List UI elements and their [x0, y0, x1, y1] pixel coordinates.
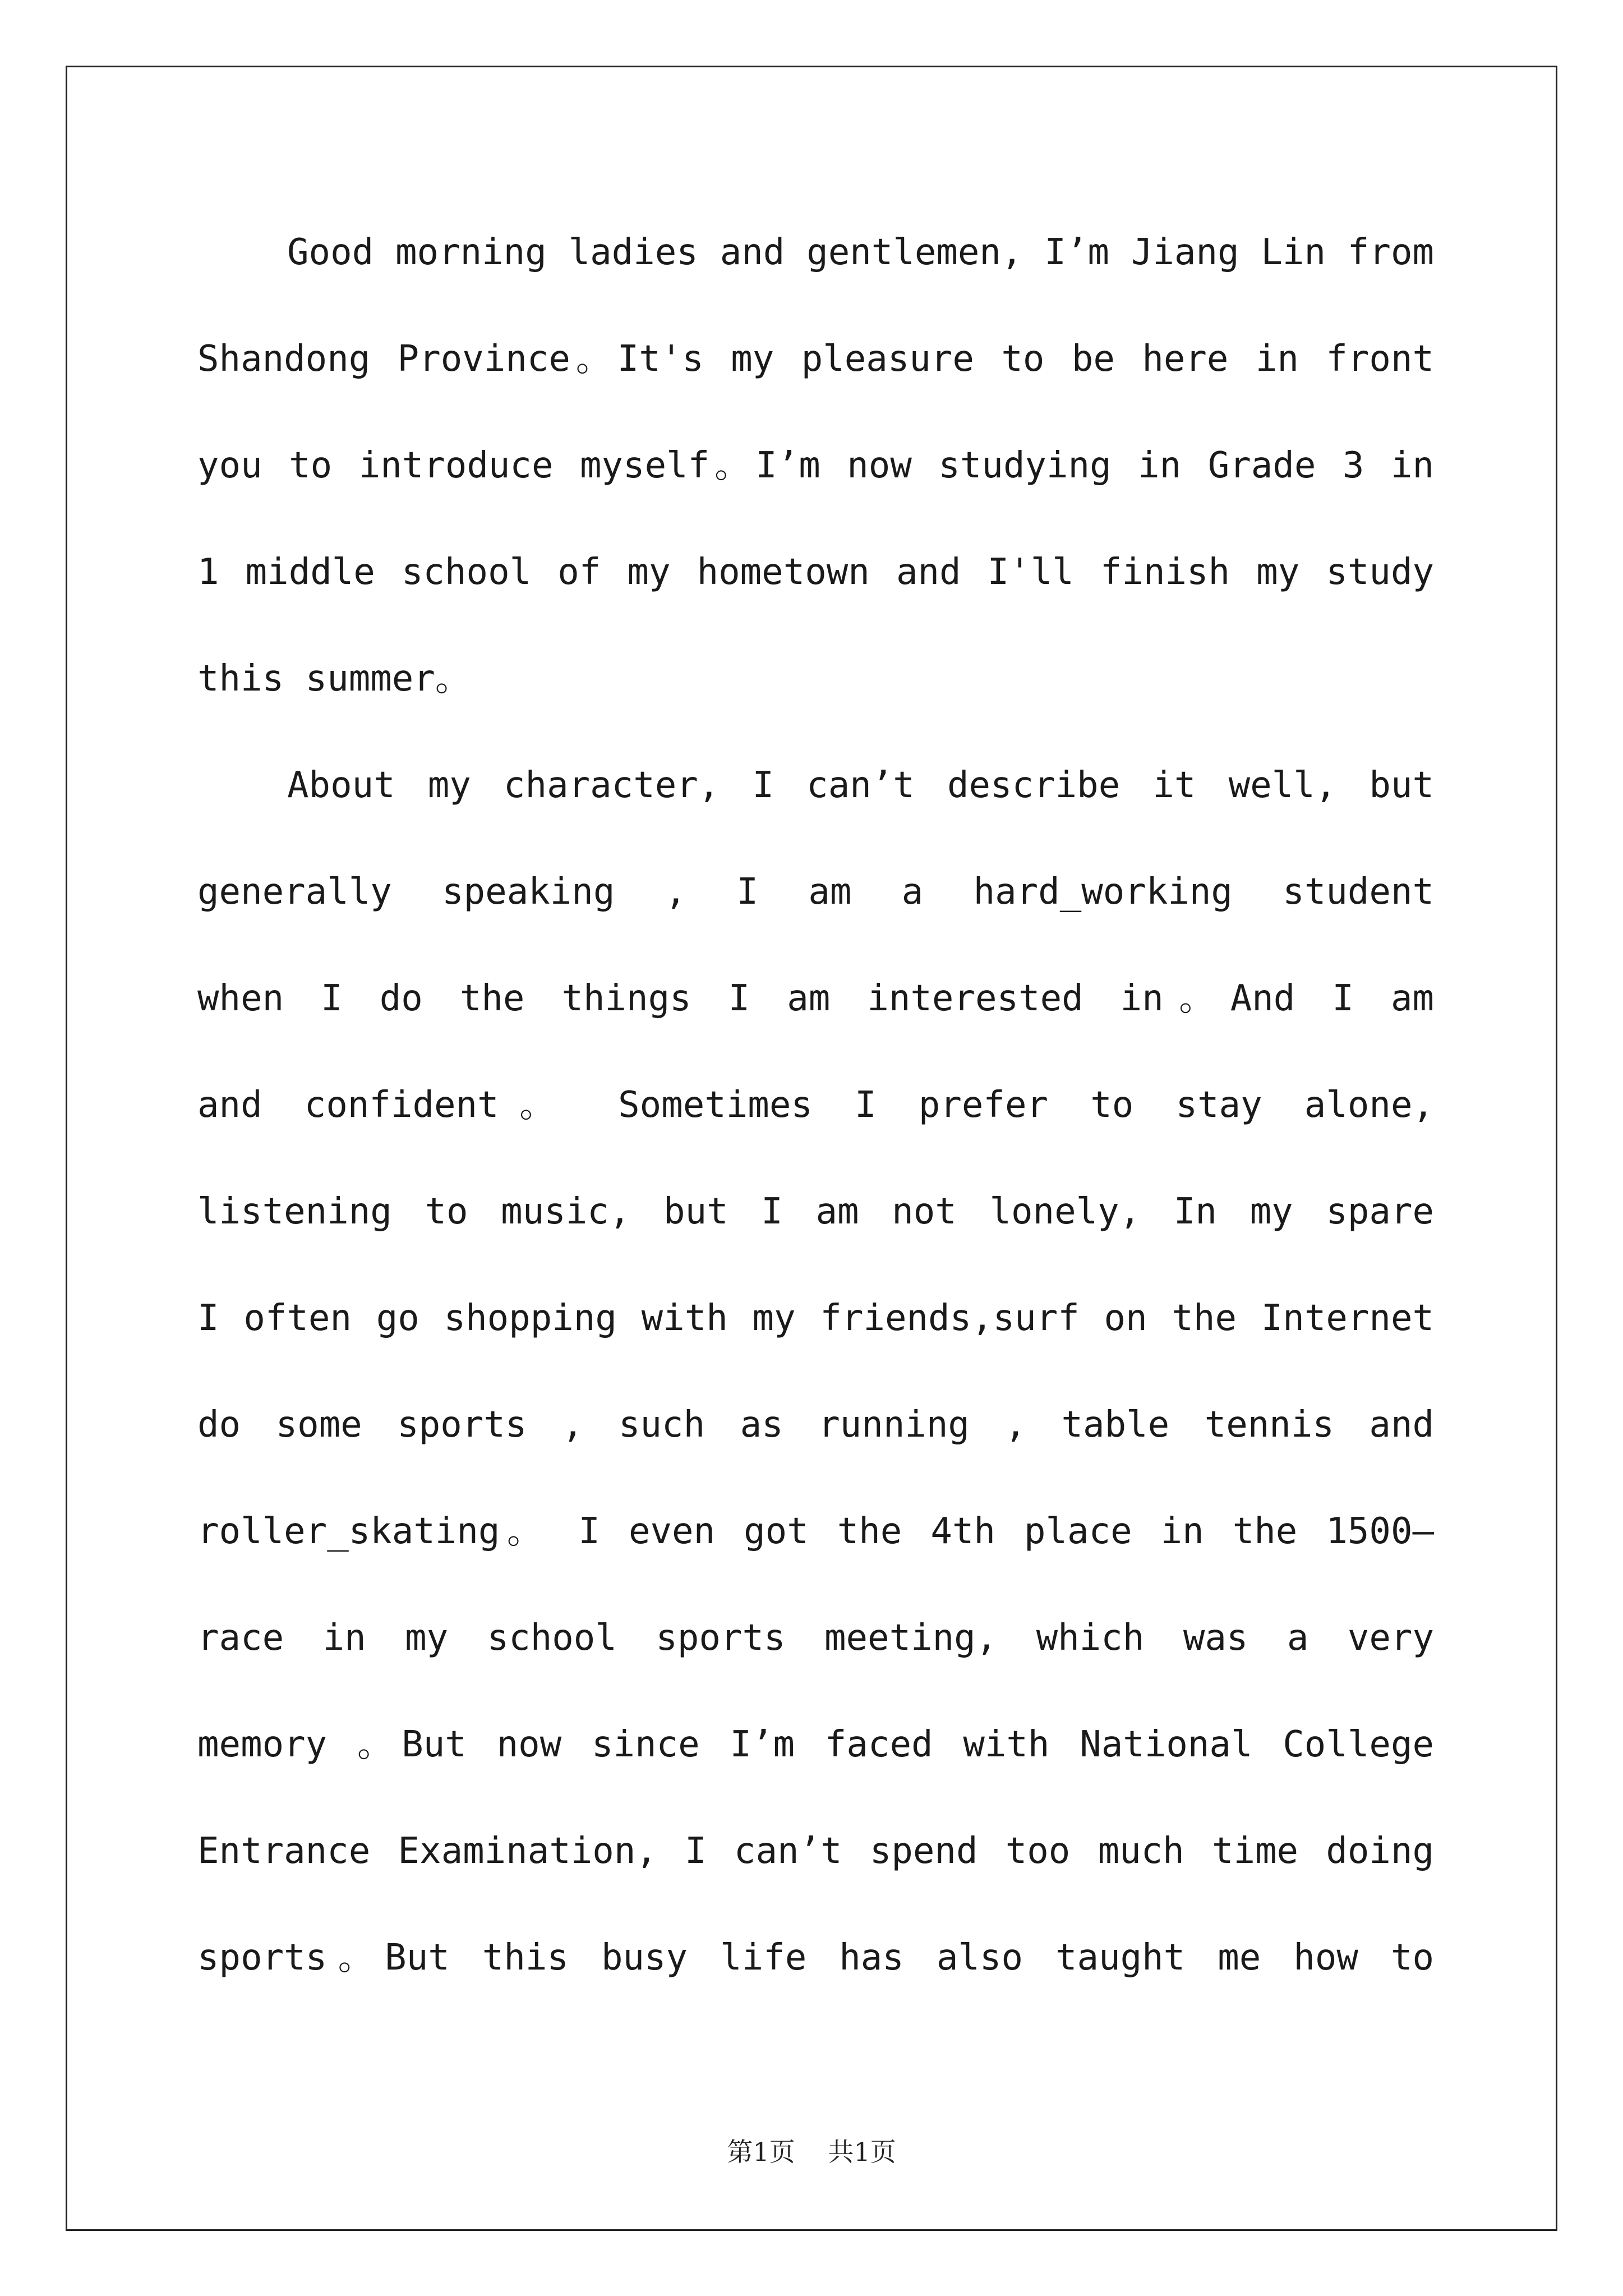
- paragraph-2-line-7: do some sports , such as running , table tennis and: [197, 1404, 1434, 1446]
- page-number: 第1页: [727, 2137, 795, 2167]
- paragraph-2-line-8: roller_skating。 I even got the 4th place in the 1500—: [197, 1511, 1434, 1552]
- paragraph-2-line-12: sports。But this busy life has also taught me how to: [197, 1937, 1434, 1978]
- paragraph-2-line-6: I often go shopping with my friends,surf on the Internet: [197, 1297, 1434, 1339]
- paragraph-2-line-9: race in my school sports meeting, which was a very: [197, 1617, 1434, 1659]
- paragraph-2-line-5: listening to music, but I am not lonely, In my spare: [197, 1191, 1434, 1232]
- paragraph-2-line-2: generally speaking , I am a hard_working student: [197, 871, 1434, 913]
- page-total: 共1页: [828, 2137, 896, 2167]
- paragraph-1-line-5: this summer。: [197, 658, 471, 700]
- paragraph-2-line-11: Entrance Examination, I can’t spend too much time doing: [197, 1830, 1434, 1872]
- paragraph-2-line-4: and confident。 Sometimes I prefer to stay alone,: [197, 1084, 1434, 1126]
- paragraph-2-line-10: memory 。But now since I’m faced with National College: [197, 1724, 1434, 1765]
- paragraph-2-line-1: About my character, I can’t describe it well, but: [287, 765, 1434, 806]
- paragraph-1-line-4: 1 middle school of my hometown and I'll finish my study: [197, 551, 1434, 593]
- paragraph-1-line-1: Good morning ladies and gentlemen, I’m Jiang Lin from: [287, 232, 1434, 273]
- page-footer: [0, 2132, 1623, 2169]
- paragraph-1-line-3: you to introduce myself。I’m now studying in Grade 3 in: [197, 445, 1434, 486]
- paragraph-2-line-3: when I do the things I am interested in。And I am: [197, 978, 1434, 1019]
- paragraph-1-line-2: Shandong Province。It's my pleasure to be here in front: [197, 338, 1434, 380]
- document-body: [197, 199, 1434, 2011]
